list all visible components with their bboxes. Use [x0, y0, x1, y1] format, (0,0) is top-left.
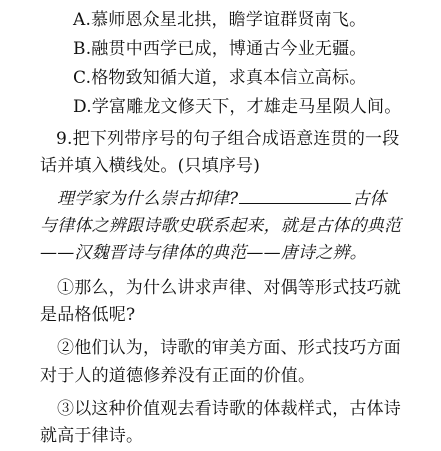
sentence-2-line-1: ②他们认为，诗歌的审美方面、形式技巧方面: [57, 338, 401, 358]
answer-blank: [239, 187, 351, 204]
sentence-3-line-1: ③以这种价值观去看诗歌的体裁样式，古体诗: [57, 399, 401, 419]
sentence-1-line-1: ①那么，为什么讲求声律、对偶等形式技巧就: [57, 278, 401, 298]
passage-line-3: ——汉魏晋诗与律体的典范——唐诗之辨。: [40, 243, 367, 263]
sentence-3-line-2: 就高于律诗。: [40, 426, 144, 446]
option-c: C.格物致知循大道，求真本信立高标。: [73, 68, 367, 88]
option-d: D.学富雕龙文修天下，才雄走马星陨人间。: [73, 97, 402, 117]
passage-line-1: [57, 187, 387, 210]
sentence-1-line-2: 是品格低呢?: [40, 305, 136, 325]
sentence-2-line-2: 对于人的道德修养没有正面的价值。: [40, 366, 316, 386]
option-b: B.融贯中西学已成，博通古今业无疆。: [73, 39, 367, 59]
option-a: A.慕师恩众星北拱，瞻学谊群贤南飞。: [73, 10, 367, 30]
question-line-1: 9.把下列带序号的句子组合成语意连贯的一段: [56, 129, 400, 149]
passage-line-1-before: 理学家为什么崇古抑律?: [57, 189, 239, 209]
question-line-2: 话并填入横线处。(只填序号): [40, 156, 261, 176]
passage-line-2: 与律体之辨跟诗歌史联系起来，就是古体的典范: [40, 216, 402, 236]
passage-line-1-after: 古体: [352, 189, 387, 209]
